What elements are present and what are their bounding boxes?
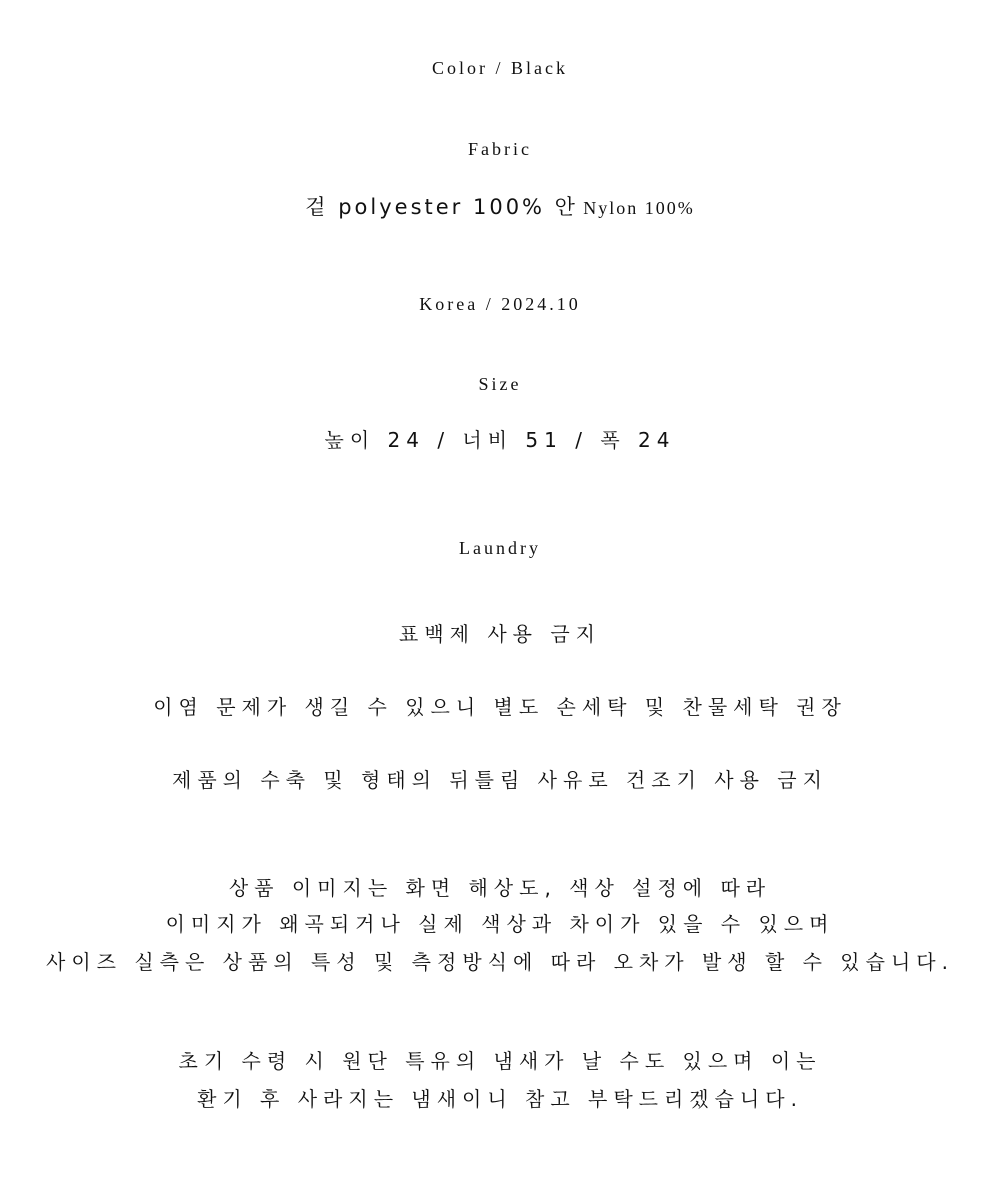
notice-image-line: 사이즈 실측은 상품의 특성 및 측정방식에 따라 오차가 발생 할 수 있습니다. xyxy=(46,950,954,974)
laundry-heading: Laundry xyxy=(459,538,541,558)
laundry-item: 제품의 수축 및 형태의 뒤틀림 사유로 건조기 사용 금지 xyxy=(172,768,828,792)
origin-line: Korea / 2024.10 xyxy=(419,294,581,314)
laundry-item: 표백제 사용 금지 xyxy=(399,622,601,646)
size-dimensions: 높이 24 / 너비 51 / 폭 24 xyxy=(324,428,676,452)
laundry-item: 이염 문제가 생길 수 있으니 별도 손세탁 및 찬물세탁 권장 xyxy=(153,695,847,719)
color-line: Color / Black xyxy=(432,58,568,78)
fabric-composition xyxy=(0,197,1000,218)
notice-smell-line: 환기 후 사라지는 냄새이니 참고 부탁드리겠습니다. xyxy=(197,1087,803,1111)
notice-image-line: 상품 이미지는 화면 해상도, 색상 설정에 따라 xyxy=(228,876,772,900)
fabric-heading: Fabric xyxy=(468,139,532,159)
size-heading: Size xyxy=(478,374,522,394)
fabric-inner: Nylon 100% xyxy=(583,198,695,218)
fabric-outer: 겉 polyester 100% 안 xyxy=(305,195,578,219)
notice-smell-line: 초기 수령 시 원단 특유의 냄새가 날 수도 있으며 이는 xyxy=(178,1049,822,1073)
notice-image-line: 이미지가 왜곡되거나 실제 색상과 차이가 있을 수 있으며 xyxy=(165,912,835,936)
